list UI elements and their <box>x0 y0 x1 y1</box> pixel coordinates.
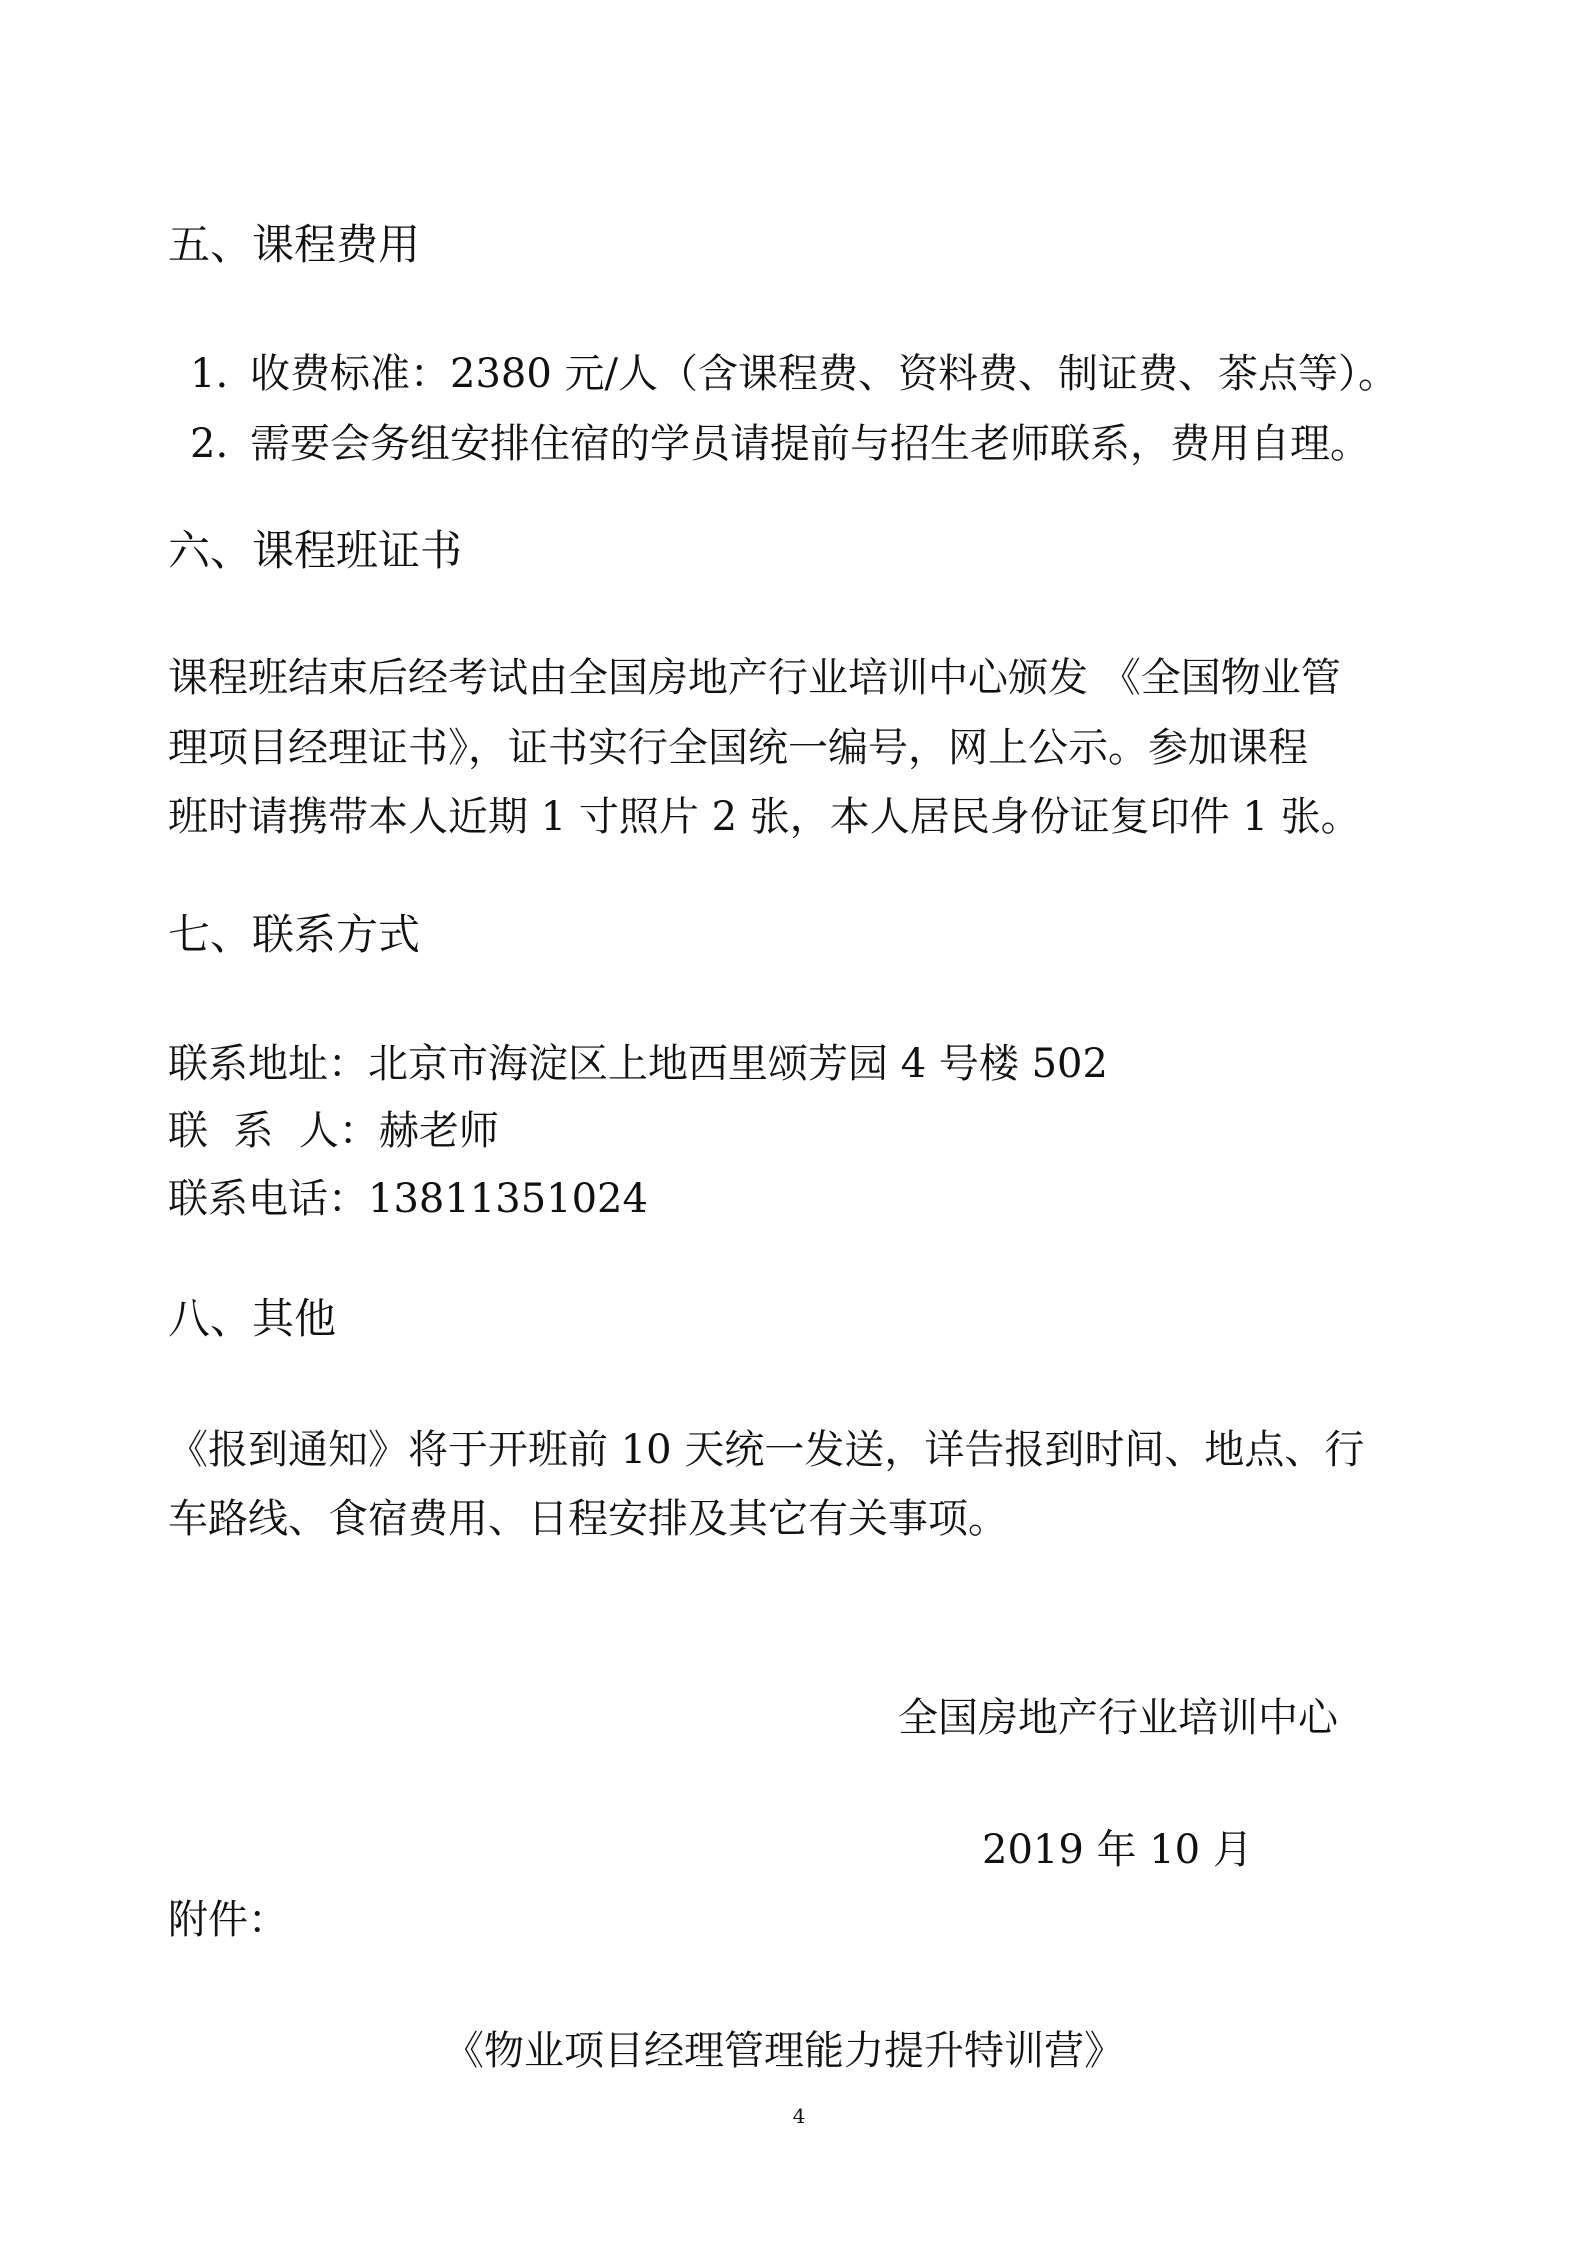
other-paragraph-line-1: 《报到通知》将于开班前 10 天统一发送，详告报到时间、地点、行 <box>168 1427 1365 1473</box>
section-heading-contact: 七、联系方式 <box>168 910 421 959</box>
contact-phone: 联系电话：13811351024 <box>168 1176 648 1222</box>
section-heading-other: 八、其他 <box>168 1294 337 1343</box>
certificate-paragraph-line-1: 课程班结束后经考试由全国房地产行业培训中心颁发 《全国物业管 <box>168 655 1341 701</box>
attachment-label: 附件： <box>168 1897 288 1943</box>
page-number: 4 <box>792 2104 806 2128</box>
fee-item-2 <box>190 420 1370 468</box>
signature-organization: 全国房地产行业培训中心 <box>898 1695 1338 1741</box>
section-heading-fees: 五、课程费用 <box>168 220 421 269</box>
fee-item-1-number: 1. <box>190 351 229 397</box>
contact-person: 联 系 人：赫老师 <box>168 1108 499 1154</box>
fee-item-1 <box>190 350 1398 398</box>
fee-item-1-text: 收费标准：2380 元/人（含课程费、资料费、制证费、茶点等）。 <box>250 351 1398 397</box>
certificate-paragraph-line-3: 班时请携带本人近期 1 寸照片 2 张，本人居民身份证复印件 1 张。 <box>168 794 1361 840</box>
certificate-paragraph-line-2: 理项目经理证书》，证书实行全国统一编号，网上公示。参加课程 <box>168 725 1308 771</box>
attachment-title: 《物业项目经理管理能力提升特训营》 <box>444 2028 1124 2074</box>
other-paragraph-line-2: 车路线、食宿费用、日程安排及其它有关事项。 <box>168 1496 1008 1542</box>
fee-item-2-text: 需要会务组安排住宿的学员请提前与招生老师联系，费用自理。 <box>250 421 1370 467</box>
signature-date: 2019 年 10 月 <box>982 1827 1253 1873</box>
contact-address: 联系地址：北京市海淀区上地西里颂芳园 4 号楼 502 <box>168 1041 1108 1087</box>
fee-item-2-number: 2. <box>190 421 229 467</box>
section-heading-certificate: 六、课程班证书 <box>168 526 463 575</box>
